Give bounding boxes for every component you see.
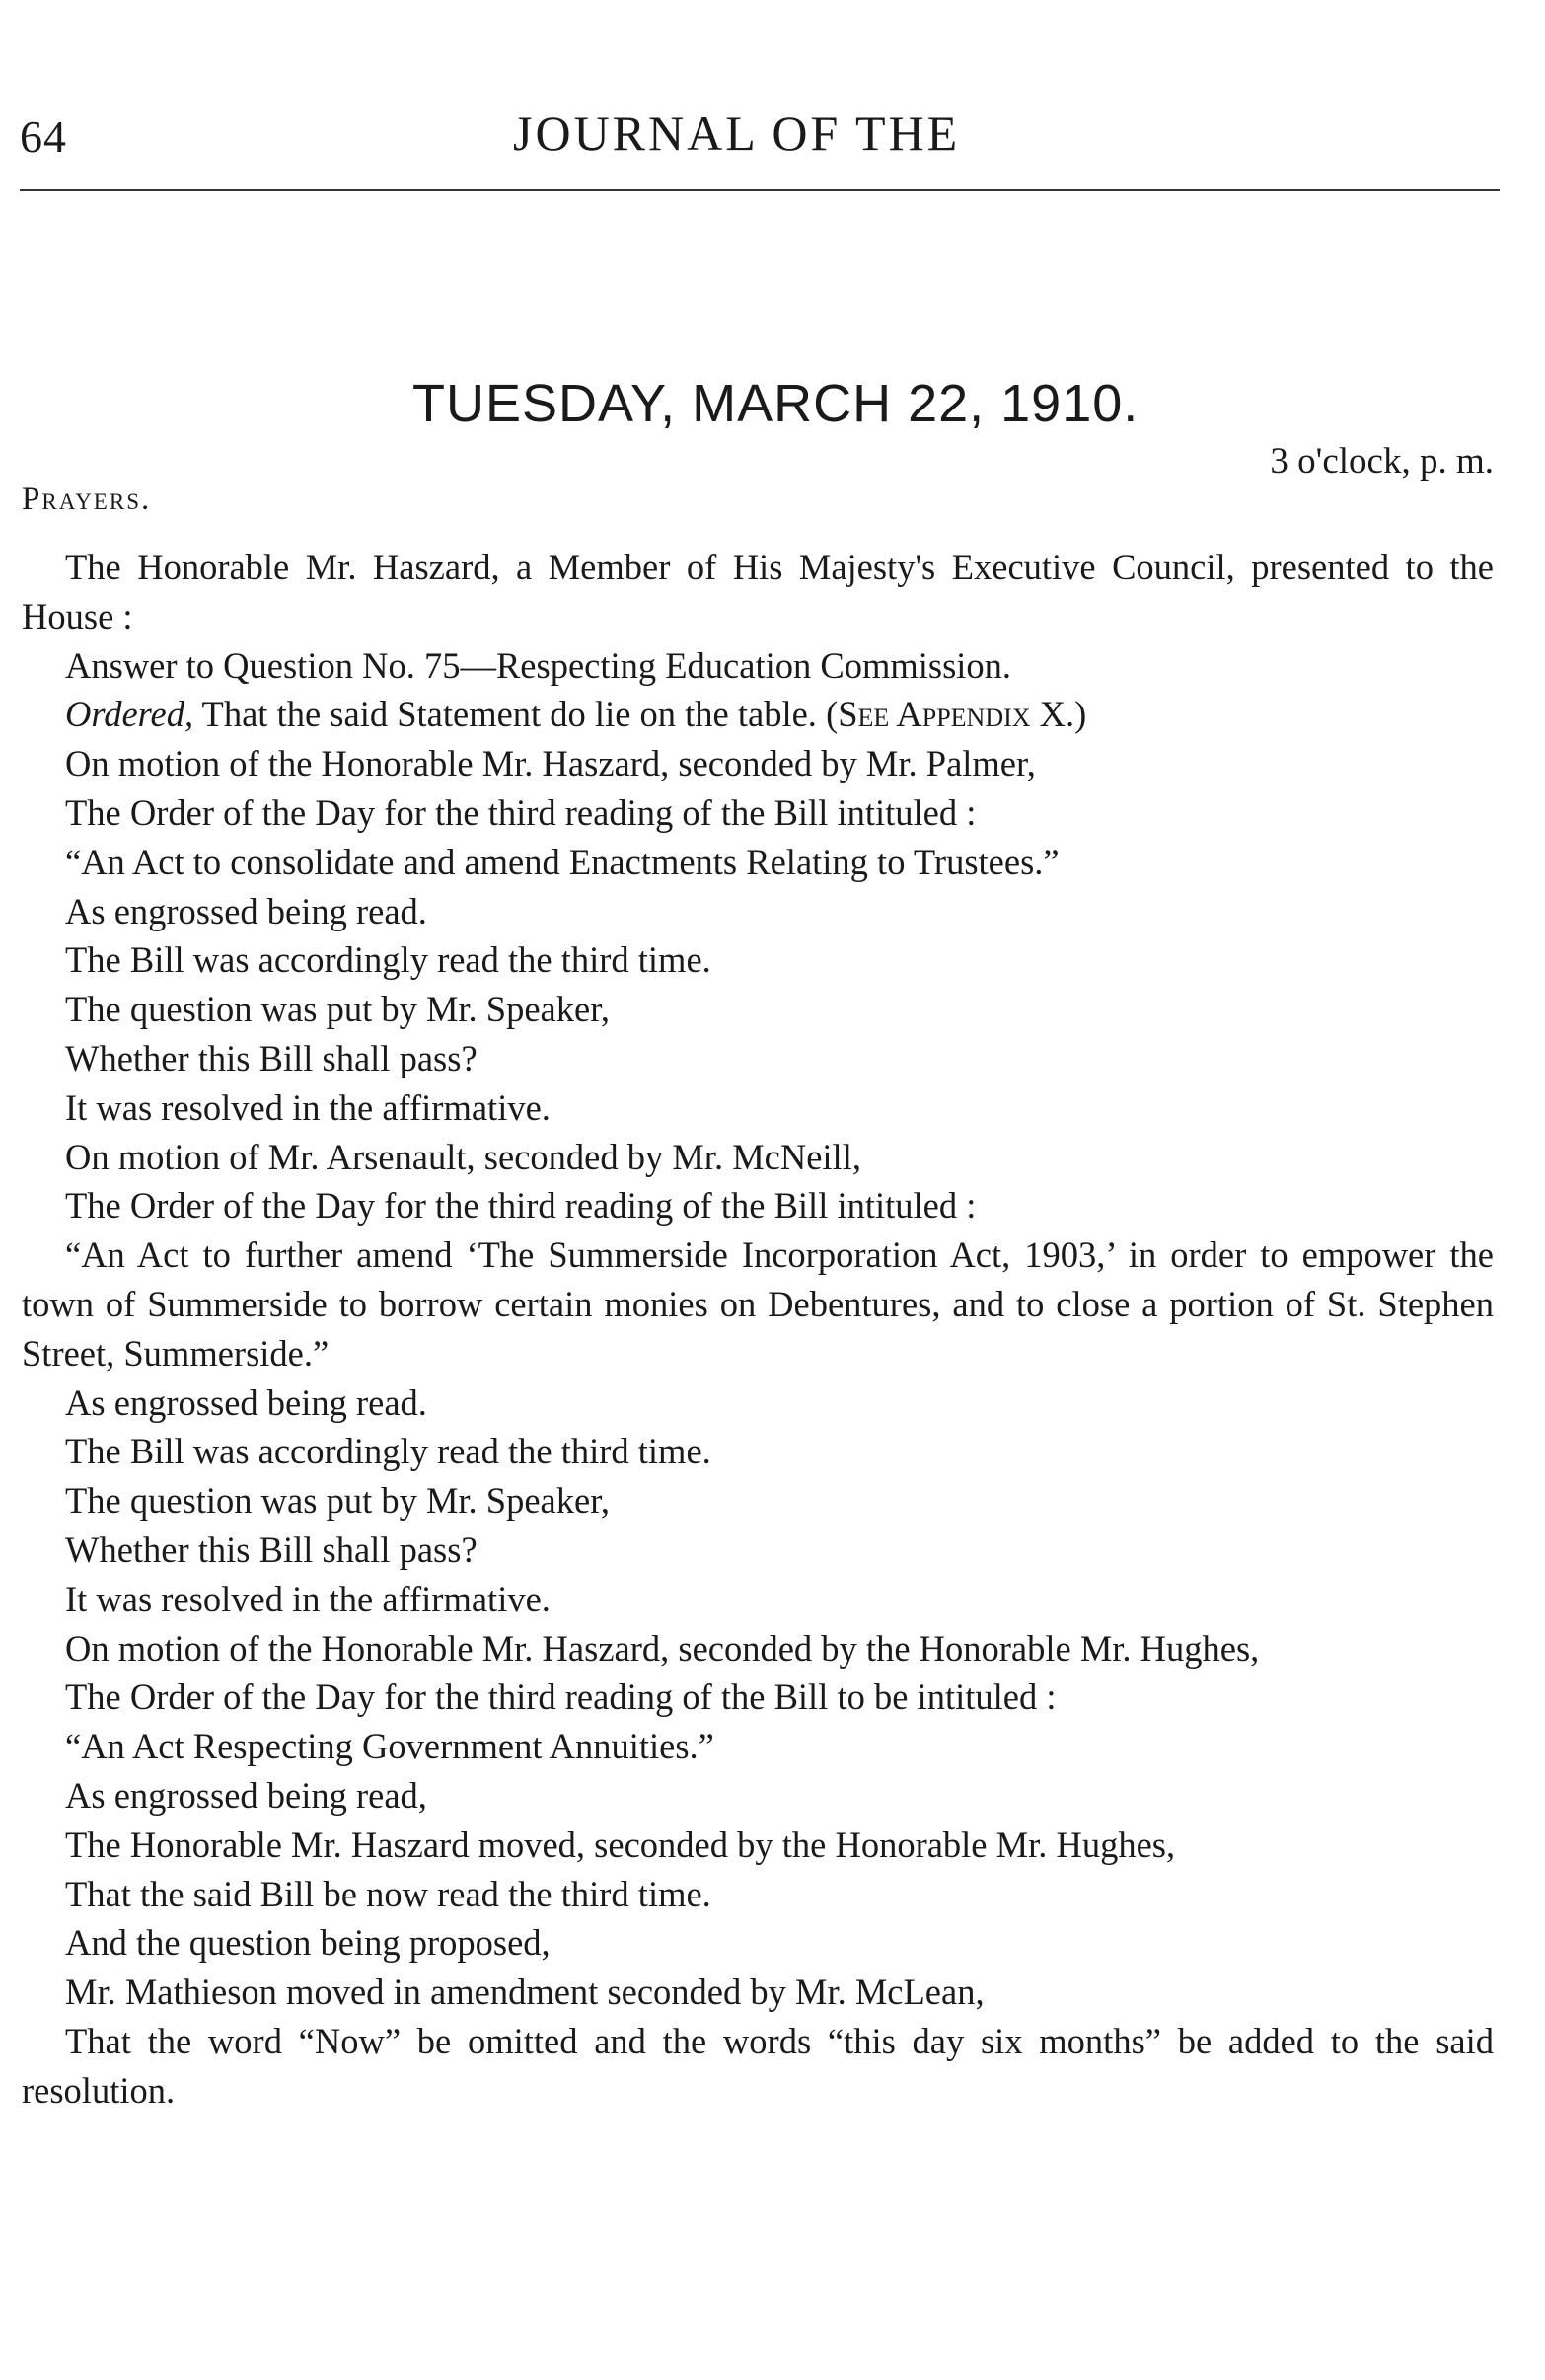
paragraph: The question was put by Mr. Speaker, [65,989,611,1030]
paragraph: The Order of the Day for the third reading of the Bill intituled : [65,1185,977,1227]
ordered-text: That the said Statement do lie on the table. [193,694,827,735]
header-rule [20,189,1500,191]
paragraph: On motion of the Honorable Mr. Haszard, seconded by Mr. Palmer, [65,743,1036,784]
paragraph: On motion of the Honorable Mr. Haszard, seconded by the Honorable Mr. Hughes, [65,1627,1260,1669]
ordered-paragraph [22,690,1494,739]
paragraph: The Order of the Day for the third reading of the Bill to be intituled : [65,1676,1057,1718]
journal-body [22,543,1494,2116]
paragraph: The Honorable Mr. Haszard, a Member of His Majesty's Executive Council, presented to the House : [22,547,1494,636]
bill-title: “An Act to consolidate and amend Enactments Relating to Trustees.” [65,841,1060,882]
running-head: JOURNAL OF THE [513,106,961,161]
bill-title: “An Act Respecting Government Annuities.” [65,1726,714,1767]
paragraph: And the question being proposed, [65,1922,551,1964]
ordered-word: Ordered, [65,694,194,735]
paragraph: The Bill was accordingly read the third time. [65,1431,711,1472]
paragraph: That the word “Now” be omitted and the words “this day six months” be added to the said resolution. [22,2020,1494,2111]
paragraph: The Order of the Day for the third reading of the Bill intituled : [65,791,977,833]
paragraph: The Honorable Mr. Haszard moved, seconded by the Honorable Mr. Hughes, [65,1823,1176,1865]
paragraph: As engrossed being read. [65,1381,427,1423]
paragraph: On motion of Mr. Arsenault, seconded by Mr. McNeill, [65,1136,861,1177]
prayers-heading: Prayers. [22,482,152,517]
paragraph: It was resolved in the affirmative. [65,1578,551,1619]
paragraph: Whether this Bill shall pass? [65,1528,478,1570]
paragraph: Mr. Mathieson moved in amendment seconded by Mr. McLean, [65,1971,985,2013]
paragraph: As engrossed being read, [65,1774,427,1816]
date-heading: TUESDAY, MARCH 22, 1910. [412,374,1140,433]
appendix-reference: (See Appendix X.) [826,694,1087,735]
paragraph: Answer to Question No. 75—Respecting Education Commission. [65,644,1012,686]
paragraph: The question was put by Mr. Speaker, [65,1480,611,1522]
paragraph: Whether this Bill shall pass? [65,1037,478,1078]
paragraph: That the said Bill be now read the third time. [65,1873,711,1914]
paragraph: As engrossed being read. [65,890,427,931]
paragraph: The Bill was accordingly read the third time. [65,939,711,981]
page-number: 64 [20,112,67,162]
bill-title: “An Act to further amend ‘The Summerside Incorporation Act, 1903,’ in order to empower the town of Summerside to borrow certain monies on Debentures, and to close a portion of St. Stephen Street, Summerside.” [22,1234,1494,1374]
paragraph: It was resolved in the affirmative. [65,1086,551,1128]
sitting-time: 3 o'clock, p. m. [1270,441,1494,482]
